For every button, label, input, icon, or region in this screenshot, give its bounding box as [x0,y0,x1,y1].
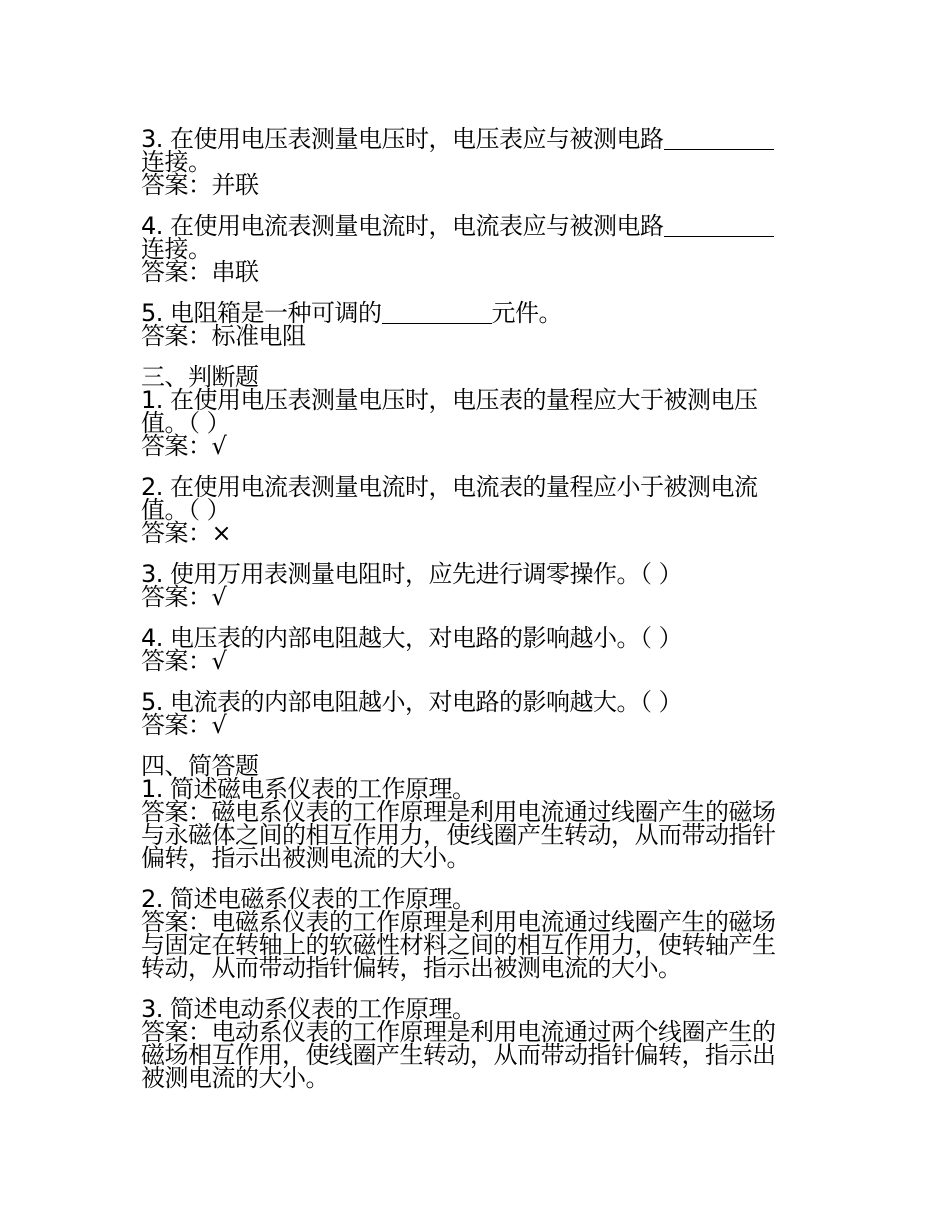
question-text: 4. 在使用电流表测量电流时，电流表应与被测电路 [141,212,664,240]
question-text-suffix: 元件。 [491,299,563,327]
answer-text: 转动，从而带动指针偏转，指示出被测电流的大小。 [141,954,682,982]
answer-text: 磁场相互作用，使线圈产生转动，从而带动指针偏转，指示出 [141,1041,776,1069]
answer-text: 答案：电动系仪表的工作原理是利用电流通过两个线圈产生的 [141,1018,776,1046]
answer-text: 被测电流的大小。 [141,1064,329,1092]
question-line: 3. 使用万用表测量电阻时，应先进行调零操作。（ ） [141,560,683,588]
question-line: 1. 简述磁电系仪表的工作原理。 [141,775,476,803]
question-text: 3. 在使用电压表测量电压时，电压表应与被测电路 [141,125,664,153]
question-line: 2. 在使用电流表测量电流时，电流表的量程应小于被测电流 [141,473,758,501]
question-line-continuation: 连接。 [141,235,212,263]
answer-blank [664,129,774,150]
answer-text: 答案：并联 [141,171,259,199]
answer-blank [382,303,492,324]
fill-in-item [141,125,821,199]
judgment-item [141,473,821,547]
answer-text: 答案：标准电阻 [141,322,306,350]
question-line: 2. 简述电磁系仪表的工作原理。 [141,885,476,913]
answer-blank [664,216,774,237]
question-line [141,125,821,153]
section-heading: 三、判断题 [141,363,259,391]
judgment-item [141,688,821,739]
fill-in-item [141,299,821,350]
judgment-item [141,624,821,675]
answer-text: 答案：串联 [141,258,259,286]
question-line: 4. 电压表的内部电阻越大，对电路的影响越小。（ ） [141,624,683,652]
short-answer-item [141,752,821,872]
answer-text: 答案：√ [141,583,227,611]
question-line: 5. 电流表的内部电阻越小，对电路的影响越大。（ ） [141,688,683,716]
question-line-continuation: 值。（ ） [141,496,231,524]
question-line: 3. 简述电动系仪表的工作原理。 [141,995,476,1023]
question-line-continuation: 连接。 [141,148,212,176]
judgment-item [141,363,821,460]
question-text: 5. 电阻箱是一种可调的 [141,299,382,327]
short-answer-item [141,995,821,1092]
section-heading: 四、简答题 [141,752,259,780]
question-line-continuation: 值。（ ） [141,409,231,437]
answer-text: 与永磁体之间的相互作用力，使线圈产生转动，从而带动指针 [141,821,776,849]
answer-text: 答案：√ [141,647,227,675]
answer-text: 答案：电磁系仪表的工作原理是利用电流通过线圈产生的磁场 [141,908,776,936]
answer-text: 答案：× [141,519,232,547]
judgment-item [141,560,821,611]
answer-text: 答案：√ [141,711,227,739]
question-line: 1. 在使用电压表测量电压时，电压表的量程应大于被测电压 [141,386,758,414]
answer-text: 与固定在转轴上的软磁性材料之间的相互作用力，使转轴产生 [141,931,776,959]
question-line [141,212,821,240]
document-page [141,125,821,1092]
short-answer-item [141,885,821,982]
answer-text: 偏转，指示出被测电流的大小。 [141,844,470,872]
answer-text: 答案：磁电系仪表的工作原理是利用电流通过线圈产生的磁场 [141,798,776,826]
answer-text: 答案：√ [141,432,227,460]
fill-in-item [141,212,821,286]
